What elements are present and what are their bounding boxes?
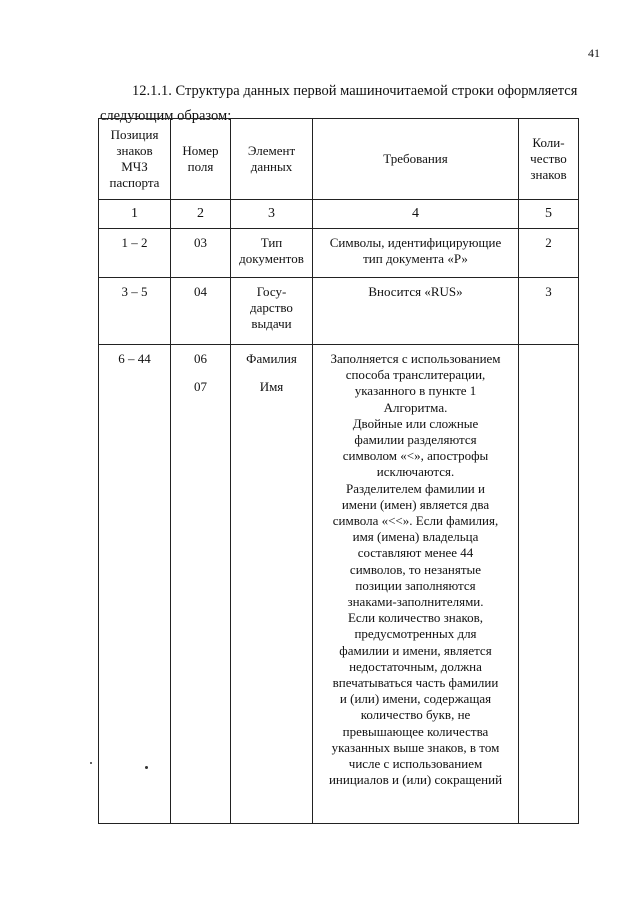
- element-name: Фамилия: [246, 351, 297, 366]
- table-row: [99, 345, 579, 824]
- cell-requirements: Заполняется с использованием способа транслитерации, указанного в пункте 1 Алгоритма. Двойные или сложные фамилии разделяются символом «<», апострофы исключаются. Разделителем фамилии и имени (имен) является два символа «<<». Если фамилия, имя (имена) владельца составляют менее 44 символов, то незанятые позиции заполняются знаками-заполнителями. Если количество знаков, предусмотренных для фамилии и имени, является недостаточным, должна впечатываться часть фамилии и (или) имени, содержащая количество букв, не превышающее количества указанных выше знаков, в том числе с использованием инициалов и (или) сокращений: [313, 345, 519, 824]
- cell-field: [171, 345, 231, 824]
- cell-position: 1 – 2: [99, 229, 171, 278]
- mrz-structure-table: [98, 118, 579, 824]
- header-row: [99, 119, 579, 200]
- cell-element: Госу- дарство выдачи: [231, 278, 313, 345]
- element-name: Имя: [259, 379, 284, 394]
- cell-element: [231, 345, 313, 824]
- header-data-element: Элемент данных: [231, 119, 313, 200]
- header-field-number: Номер поля: [171, 119, 231, 200]
- cell-element: Тип документов: [231, 229, 313, 278]
- cell-field: 04: [171, 278, 231, 345]
- page-number: 41: [588, 46, 600, 60]
- cell-requirements: Символы, идентифицирующие тип документа «Р»: [313, 229, 519, 278]
- field-number: 07: [194, 379, 207, 394]
- cell-count: 3: [519, 278, 579, 345]
- header-position: Позиция знаков МЧЗ паспорта: [99, 119, 171, 200]
- header-requirements: Требования: [313, 119, 519, 200]
- cell-requirements: Вносится «RUS»: [313, 278, 519, 345]
- column-number: 4: [313, 200, 519, 229]
- cell-position: 3 – 5: [99, 278, 171, 345]
- field-number: 06: [194, 351, 207, 366]
- column-number: 3: [231, 200, 313, 229]
- table-row: [99, 278, 579, 345]
- cell-count: [519, 345, 579, 824]
- column-number: 5: [519, 200, 579, 229]
- cell-count: 2: [519, 229, 579, 278]
- table-row: [99, 229, 579, 278]
- scan-speck: [145, 766, 148, 769]
- column-numbers-row: [99, 200, 579, 229]
- column-number: 2: [171, 200, 231, 229]
- intro-paragraph: 12.1.1. Структура данных первой машиночитаемой строки оформляется следующим образом:: [100, 82, 578, 124]
- column-number: 1: [99, 200, 171, 229]
- cell-field: 03: [171, 229, 231, 278]
- scan-speck: [90, 762, 92, 764]
- header-char-count: Коли- чество знаков: [519, 119, 579, 200]
- cell-position: 6 – 44: [99, 345, 171, 824]
